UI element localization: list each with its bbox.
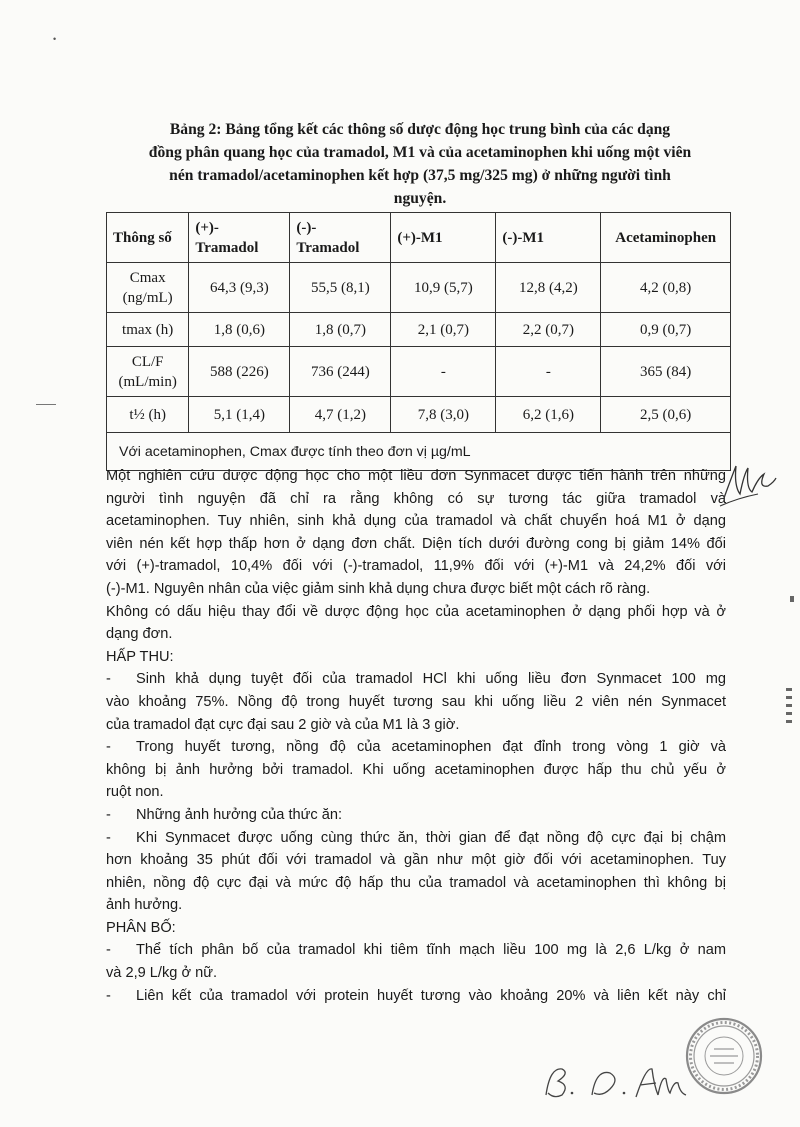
text-line (106, 939, 726, 962)
caption-line: đồng phân quang học của tramadol, M1 và của acetaminophen khi uống một viên (148, 144, 692, 161)
text-line: acetaminophen. Tuy nhiên, sinh khả dụng của tramadol và chất chuyển hoá M1 ở dạng (106, 513, 726, 530)
text-line: của tramadol đạt cực đại sau 2 giờ và của M1 là 3 giờ. (106, 716, 460, 733)
table-cell: 4,2 (0,8) (601, 263, 731, 313)
header-acetaminophen: Acetaminophen (601, 213, 731, 263)
margin-dot-mark (790, 596, 794, 602)
text-line: viên nén kết hợp thấp hơn ở dạng đơn chất. Diện tích dưới đường cong bị giảm 14% đối (106, 535, 726, 552)
text-line (106, 827, 726, 850)
table-cell: 2,1 (0,7) (391, 313, 496, 347)
bullet-absorption-2 (106, 736, 726, 804)
table-cell: 10,9 (5,7) (391, 263, 496, 313)
table-cell: 1,8 (0,7) (290, 313, 391, 347)
margin-dots-mark (786, 688, 792, 728)
table-cell: 6,2 (1,6) (496, 397, 601, 433)
signature-icon (540, 1055, 690, 1105)
bullet-dash: - (106, 987, 111, 1004)
header-text: (+)- (195, 219, 219, 236)
table-cell: 64,3 (9,3) (189, 263, 290, 313)
text-span: Khi Synmacet được uống cùng thức ăn, thời gian để đạt nồng độ cực đại bị chậm (136, 829, 726, 846)
table-cell: 736 (244) (290, 347, 391, 397)
margin-tick-mark (36, 404, 56, 405)
table-cell: 365 (84) (601, 347, 731, 397)
text-line (106, 736, 726, 759)
param-name: CL/F (131, 353, 164, 370)
handwritten-initials-icon (718, 458, 780, 510)
text-line: và 2,9 L/kg ở nữ. (106, 965, 218, 982)
text-span: Trong huyết tương, nồng độ của acetaminophen đạt đỉnh trong vòng 1 giờ và (136, 739, 726, 756)
param-unit: (ng/mL) (122, 289, 173, 306)
text-line: người tình nguyện đã chỉ ra rằng không có sự tương tác giữa tramadol và (106, 490, 726, 507)
text-span: Những ảnh hưởng của thức ăn: (136, 806, 343, 823)
table-cell: 2,5 (0,6) (601, 397, 731, 433)
table-cell: 2,2 (0,7) (496, 313, 601, 347)
table-cell: 0,9 (0,7) (601, 313, 731, 347)
bullet-dash: - (106, 739, 111, 756)
bullet-absorption-1 (106, 668, 726, 736)
header-plus-tramadol (189, 213, 290, 263)
text-line: nhiên, nồng độ cực đại và mức độ hấp thu của tramadol và acetaminophen thì không bị (106, 874, 726, 891)
paragraph-pk-study (106, 465, 726, 646)
text-line: ruột non. (106, 784, 164, 801)
heading-distribution: PHÂN BỐ: (106, 919, 176, 936)
text-line (106, 985, 726, 1008)
table-cell: 4,7 (1,2) (290, 397, 391, 433)
table-cell: 1,8 (0,6) (189, 313, 290, 347)
text-span: Liên kết của tramadol với protein huyết tương vào khoảng 20% và liên kết này chỉ (136, 987, 726, 1004)
table-row (107, 397, 731, 433)
text-line: dạng đơn. (106, 626, 173, 643)
text-line: Một nghiên cứu dược động học cho một liều đơn Synmacet được tiến hành trên những (106, 468, 726, 484)
header-text: (-)- (296, 219, 317, 236)
row-parameter (107, 347, 189, 397)
header-plus-m1: (+)-M1 (391, 213, 496, 263)
text-line: với (+)-tramadol, 10,4% đối với (-)-tramadol, 11,9% đối với (+)-M1 và 24,2% đối với (106, 558, 726, 575)
table-header-row (107, 213, 731, 263)
header-minus-m1: (-)-M1 (496, 213, 601, 263)
table-row (107, 347, 731, 397)
text-line: hơn khoảng 35 phút đối với tramadol và gần như một giờ đối với acetaminophen. Tuy (106, 852, 726, 869)
food-effects-heading (106, 804, 726, 827)
pk-parameters-table (106, 212, 731, 471)
document-body (106, 465, 726, 1007)
bullet-dash: - (106, 671, 111, 688)
text-span: Thể tích phân bố của tramadol khi tiêm tĩnh mạch liều 100 mg là 2,6 L/kg ở nam (136, 942, 726, 959)
caption-line: Bảng 2: Bảng tổng kết các thông số dược động học trung bình của các dạng (169, 121, 671, 138)
text-span: Sinh khả dụng tuyệt đối của tramadol HCl khi uống liều đơn Synmacet 100 mg (136, 671, 726, 688)
caption-line: nén tramadol/acetaminophen kết hợp (37,5 mg/325 mg) ở những người tình (169, 167, 671, 184)
table-cell: 588 (226) (189, 347, 290, 397)
heading-absorption: HẤP THU: (106, 648, 174, 665)
header-text: Tramadol (296, 239, 360, 256)
table-cell: - (391, 347, 496, 397)
row-parameter: t½ (h) (107, 397, 189, 433)
table-cell: - (496, 347, 601, 397)
scan-speck: • (53, 34, 57, 44)
caption-line: nguyện. (393, 190, 447, 207)
table-cell: 5,1 (1,4) (189, 397, 290, 433)
official-stamp-icon (684, 1016, 764, 1096)
bullet-distribution-1 (106, 939, 726, 984)
bullet-food-1 (106, 827, 726, 917)
bullet-dash: - (106, 829, 111, 846)
param-unit: (mL/min) (118, 373, 177, 390)
table-cell: 7,8 (3,0) (391, 397, 496, 433)
param-name: Cmax (129, 269, 166, 286)
table-note: Với acetaminophen, Cmax được tính theo đơn vị µg/mL (107, 433, 731, 471)
row-parameter (107, 263, 189, 313)
text-line: ảnh hưởng. (106, 897, 183, 914)
text-line: vào khoảng 75%. Nồng độ trong huyết tương sau khi uống liều 2 viên nén Synmacet (106, 693, 726, 710)
header-parameter: Thông số (107, 213, 189, 263)
table-row (107, 263, 731, 313)
table-caption (110, 118, 730, 210)
table-cell: 12,8 (4,2) (496, 263, 601, 313)
table-cell: 55,5 (8,1) (290, 263, 391, 313)
bullet-dash: - (106, 806, 111, 823)
text-line: Không có dấu hiệu thay đổi về dược động học của acetaminophen ở dạng phối hợp và ở (106, 603, 726, 620)
bullet-distribution-2 (106, 985, 726, 1008)
text-line: không bị ảnh hưởng bởi tramadol. Khi uống acetaminophen được hấp thu chủ yếu ở (106, 761, 726, 778)
table-row (107, 313, 731, 347)
header-text: Tramadol (195, 239, 259, 256)
text-line: (-)-M1. Nguyên nhân của việc giảm sinh khả dụng chưa được biết một cách rõ ràng. (106, 580, 651, 597)
header-minus-tramadol (290, 213, 391, 263)
bullet-dash: - (106, 942, 111, 959)
row-parameter: tmax (h) (107, 313, 189, 347)
text-line (106, 668, 726, 691)
